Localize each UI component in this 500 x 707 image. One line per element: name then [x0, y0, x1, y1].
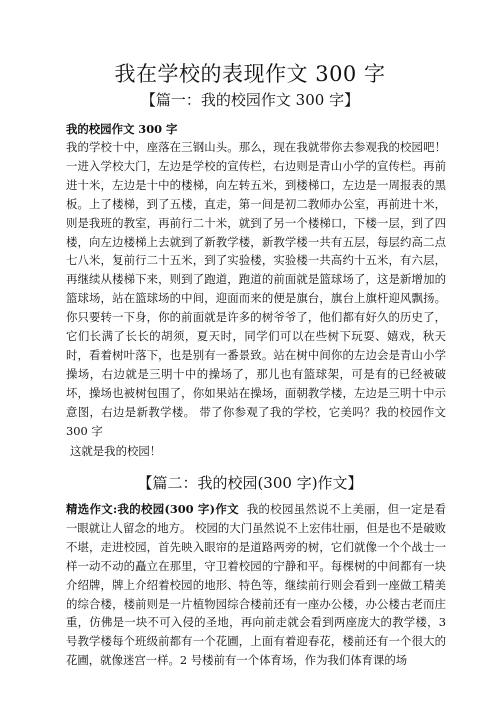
- section-two-text: 我的校园虽然说不上美丽，但一定是看一眼就让人留念的地方。 校园的大门虽然说不上宏伟壮丽，但是也不是破败不堪，走进校园，首先映入眼帘的是道路两旁的树，它们就像一个个战士一样一动不动的矗立在那里，守卫着校园的宁静和平。每棵树的中间都有一块介绍牌，牌上介绍着校园的地形、特色等，继续前行则会看到一座做工精美的综合楼，楼前则是一片植物园综合楼前还有一座办公楼，办公楼古老而庄重，仿佛是一块不可入侵的圣地，再向前走就会看到两座庞大的教学楼，3 号教学楼每个班级前都有一个花圃，上面有着迎春花，楼前还有一个很大的花圃，就像迷宫一样。2 号楼前有一个体育场，作为我们体育课的场: [66, 502, 446, 668]
- section-one-body: 我的学校十中，座落在三钢山头。那么，现在我就带你去参观我的校园吧！一进入学校大门，左边是学校的宣传栏，右边则是青山小学的宣传栏。再前进十米，左边是十中的楼梯，向左转五米，到楼梯口，左边是一周报表的黑板。上了楼梯，到了五楼，直走，第一间是初二教师办公室，再前进十米，则是我班的教室，再前行二十米，就到了另一个楼梯口，下楼一层，到了四楼，向左边楼梯上去就到了新教学楼，新教学楼一共有五层，每层约高二点七八米，复前行二十五米，到了实验楼，实验楼一共高约十五米，有六层，再继续从楼梯下来，则到了跑道，跑道的前面就是篮球场了，这是新增加的篮球场，站在篮球场的中间，迎面而来的便是旗台，旗台上旗杆迎风飘扬。你只要转一下身，你的前面就是许多的树爷爷了，他们都有好久的历史了，它们长满了长长的胡须，夏天时，同学们可以在些树下玩耍、嬉戏，秋天时，看着树叶落下，也是别有一番景致。站在树中间你的左边会是青山小学操场，右边就是三明十中的操场了，那儿也有篮球架，可是有的已经被破坏，操场也被树包围了，你如果站在操场，面朝教学楼，左边是三明十中示意图，右边是新教学楼。 带了你参观了我的学校，它美吗？我的校园作文 300 字: [66, 140, 446, 438]
- section-one-heading: 【篇一：我的校园作文 300 字】: [140, 91, 360, 109]
- section-two-lead: 精选作文:我的校园(300 字)作文: [66, 502, 239, 516]
- section-two-body: [66, 500, 446, 670]
- document-title: 我在学校的表现作文 300 字: [114, 62, 386, 86]
- section-one-ending: 这就是我的校园！: [70, 444, 162, 458]
- section-two-heading: 【篇二：我的校园(300 字)作文】: [137, 474, 363, 492]
- section-one-subheading: 我的校园作文 300 字: [66, 122, 178, 136]
